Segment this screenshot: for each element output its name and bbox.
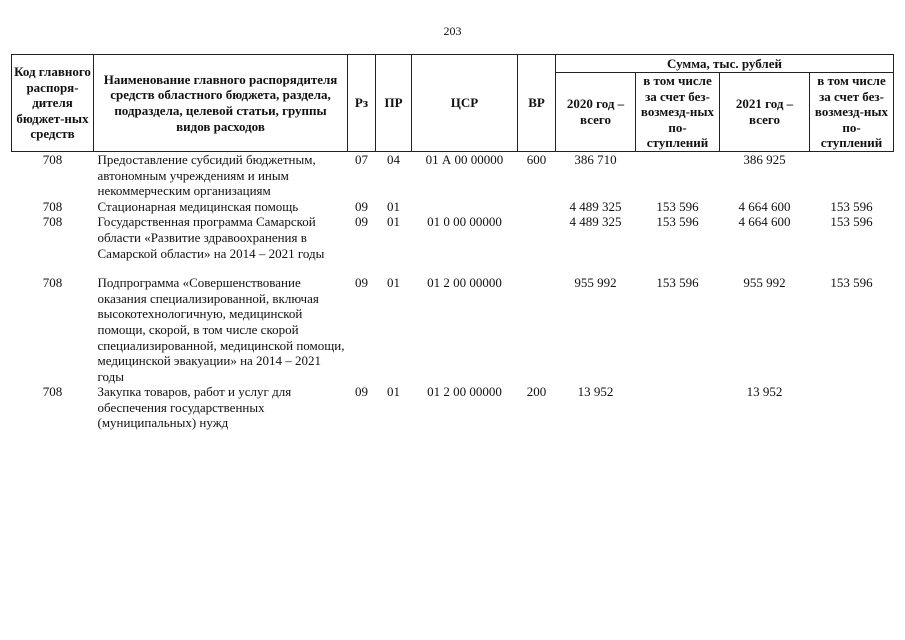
cell-csr: 01 2 00 00000	[427, 384, 502, 400]
cell-pr: 01	[387, 214, 400, 230]
cell-sum-2020: 386 710	[574, 151, 617, 167]
page-number: 203	[443, 24, 462, 38]
cell-gratis-2020: 153 596	[656, 214, 699, 230]
cell-rz: 07	[355, 151, 368, 167]
cell-code: 708	[42, 198, 63, 214]
cell-gratis-2021: 153 596	[830, 275, 873, 291]
cell-name: Предоставление субсидий бюджетным, автономным учреждениям и иным некоммерческим организациям	[97, 151, 316, 199]
cell-code: 708	[42, 151, 63, 167]
cell-gratis-2021: 153 596	[830, 198, 873, 214]
cell-csr: 01 2 00 00000	[427, 275, 502, 291]
cell-name: Закупка товаров, работ и услуг для обеспечения государственных (муниципальных) нужд	[97, 384, 292, 431]
cell-gratis-2020	[636, 151, 720, 198]
cell-name: Подпрограмма «Совершенствование оказания специализированной, включая высокотехнологичную, медицинской помощи, скорой, в том числе скорой специализированной, медицинской помощи, медицинской эвакуации» на 2014 – 2021 годы	[97, 275, 345, 384]
cell-rz: 09	[355, 214, 368, 230]
cell-vr: 600	[526, 151, 547, 167]
table-row	[12, 275, 894, 384]
cell-vr	[518, 275, 556, 384]
cell-gratis-2021	[810, 384, 894, 431]
cell-rz: 09	[355, 198, 368, 214]
cell-pr: 01	[387, 384, 400, 400]
cell-sum-2021: 13 952	[746, 384, 783, 400]
cell-name: Стационарная медицинская помощь	[97, 198, 299, 214]
cell-sum-2020: 13 952	[577, 384, 614, 400]
cell-sum-2021: 4 664 600	[738, 214, 791, 230]
cell-sum-2021: 955 992	[743, 275, 786, 291]
cell-code: 708	[42, 384, 63, 400]
header-pr: ПР	[376, 55, 412, 152]
table-row	[12, 199, 894, 215]
cell-gratis-2020: 153 596	[656, 275, 699, 291]
cell-csr: 01 0 00 00000	[427, 214, 502, 230]
cell-pr: 04	[387, 151, 400, 167]
budget-table	[11, 54, 894, 431]
cell-code: 708	[42, 275, 63, 291]
cell-gratis-2021	[810, 151, 894, 198]
cell-rz: 09	[355, 275, 368, 291]
cell-sum-2020: 955 992	[574, 275, 617, 291]
cell-sum-2020: 4 489 325	[569, 198, 622, 214]
cell-sum-2021: 4 664 600	[738, 198, 791, 214]
table-row	[12, 214, 894, 275]
cell-gratis-2021: 153 596	[830, 214, 873, 230]
header-vr: ВР	[518, 55, 556, 152]
cell-pr: 01	[387, 275, 400, 291]
table-body	[12, 151, 894, 431]
cell-sum-2020: 4 489 325	[569, 214, 622, 230]
header-csr: ЦСР	[412, 55, 518, 152]
cell-name: Государственная программа Самарской области «Развитие здравоохранения в Самарской области» на 2014 – 2021 годы	[97, 214, 325, 261]
header-gratis-2020: в том числе за счет без-возмезд-ных по-ступлений	[636, 73, 720, 152]
header-sum-2021: 2021 год – всего	[720, 73, 810, 152]
table-header	[12, 55, 894, 152]
cell-rz: 09	[355, 384, 368, 400]
header-sum-2020: 2020 год – всего	[556, 73, 636, 152]
cell-gratis-2020: 153 596	[656, 198, 699, 214]
cell-csr: 01 А 00 00000	[425, 151, 504, 167]
table-row	[12, 151, 894, 198]
header-name: Наименование главного распорядителя средств областного бюджета, раздела, подраздела, целевой статьи, группы видов расходов	[94, 55, 348, 152]
header-sum: Сумма, тыс. рублей	[556, 55, 894, 73]
cell-code: 708	[42, 214, 63, 230]
cell-vr: 200	[526, 384, 547, 400]
cell-vr	[518, 214, 556, 275]
cell-vr	[518, 199, 556, 215]
header-code: Код главного распоря-дителя бюджет-ных средств	[12, 55, 94, 152]
header-gratis-2021: в том числе за счет без-возмезд-ных по-ступлений	[810, 73, 894, 152]
cell-csr	[412, 199, 518, 215]
header-rz: Рз	[348, 55, 376, 152]
table-row	[12, 384, 894, 431]
cell-gratis-2020	[636, 384, 720, 431]
cell-pr: 01	[387, 198, 400, 214]
cell-sum-2021: 386 925	[743, 151, 786, 167]
